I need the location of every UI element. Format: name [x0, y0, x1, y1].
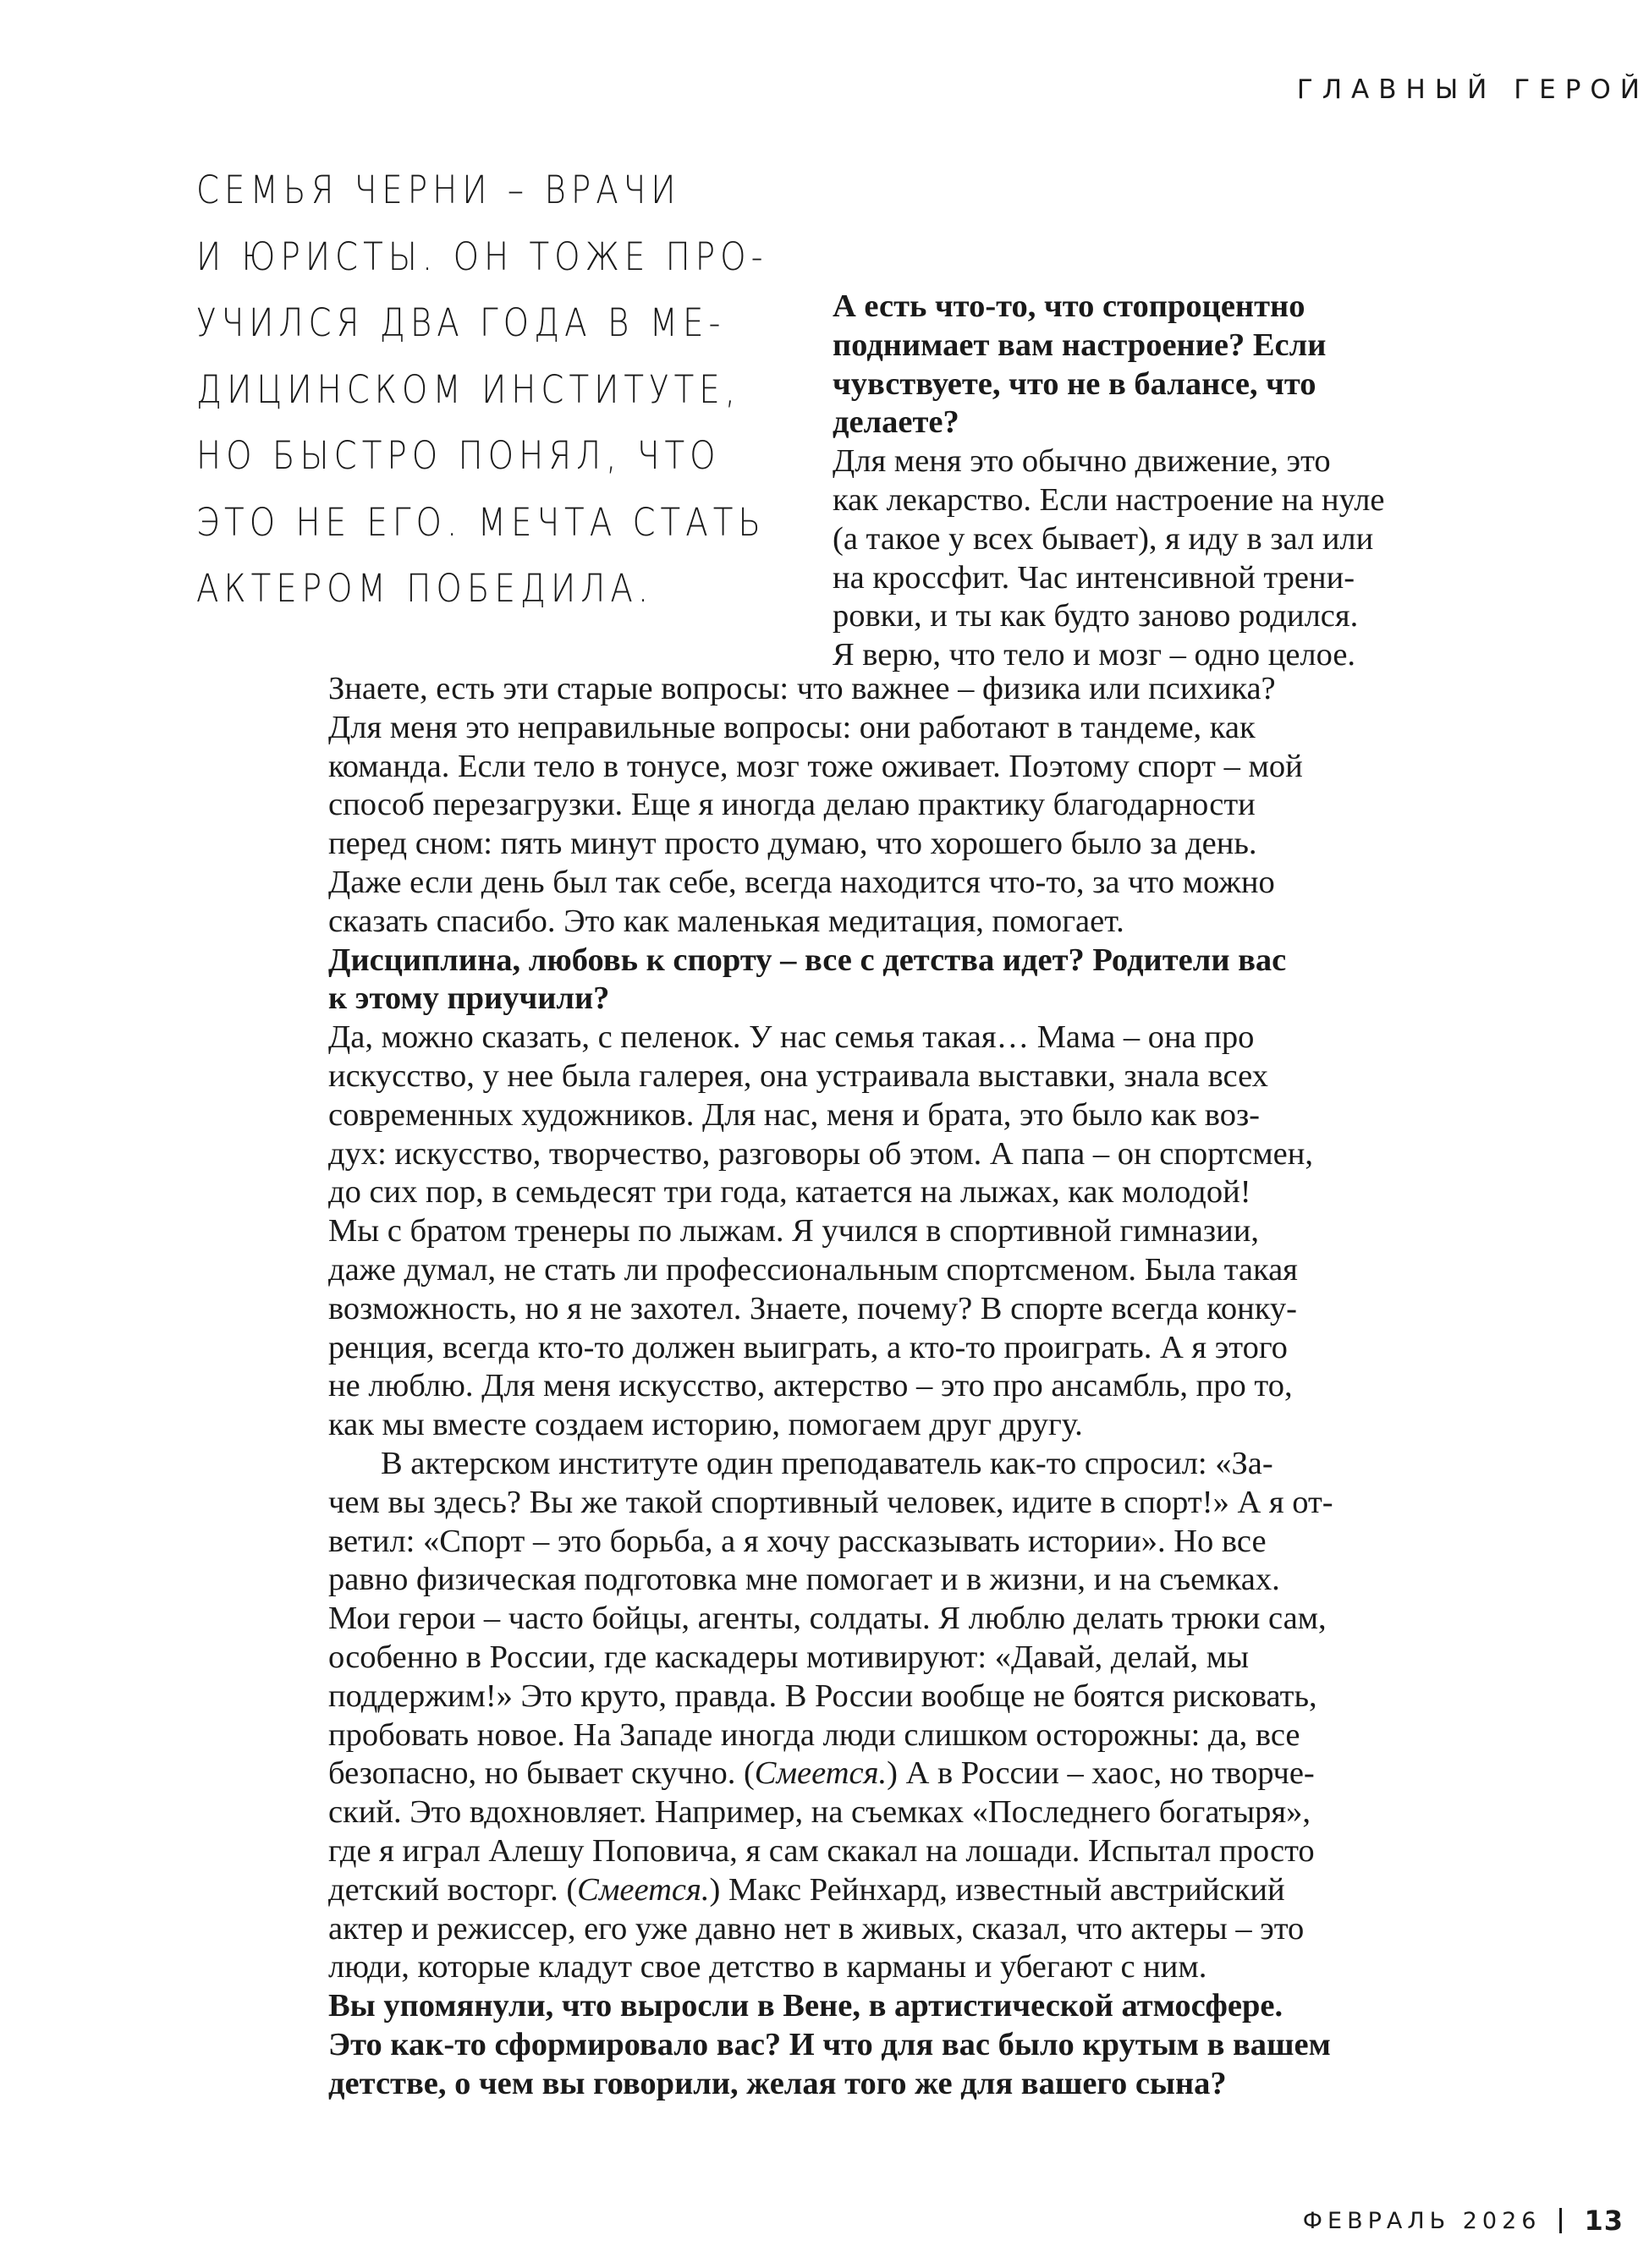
stage-direction: Смеется.	[577, 1871, 710, 1908]
answer-line: Знаете, есть эти старые вопросы: что важнее – физика или психика?	[328, 671, 1276, 706]
page-number: 13	[1584, 2205, 1624, 2237]
interview-question	[833, 288, 1509, 442]
text-run: ) А в России – хаос, но творче-	[887, 1755, 1315, 1792]
text-run: детский восторг. (	[328, 1871, 578, 1908]
answer-line: Да, можно сказать, с пеленок. У нас семья такая… Мама – она про	[328, 1019, 1255, 1056]
pull-quote-line: НО БЫСТРО ПОНЯЛ, ЧТО	[196, 433, 721, 478]
answer-line: возможность, но я не захотел. Знаете, почему? В спорте всегда конку-	[328, 1290, 1297, 1326]
text-run: ) Макс Рейнхард, известный австрийский	[709, 1871, 1285, 1908]
answer-line: Я верю, что тело и мозг – одно целое.	[833, 637, 1356, 673]
interview-answer	[833, 442, 1509, 675]
answer-line: дух: искусство, творчество, разговоры об этом. А папа – он спортсмен,	[328, 1135, 1313, 1172]
interview-question	[328, 942, 1496, 1019]
question-line: Вы упомянули, что выросли в Вене, в артистической атмосфере.	[328, 1988, 1283, 2024]
pull-quote-line: УЧИЛСЯ ДВА ГОДА В МЕ-	[196, 300, 726, 345]
answer-line: Для меня это обычно движение, это	[833, 443, 1331, 480]
interview-answer-paragraph	[328, 1445, 1496, 1987]
answer-line: команда. Если тело в тонусе, мозг тоже оживает. Поэтому спорт – мой	[328, 748, 1303, 784]
interview-answer	[328, 670, 1496, 942]
question-line: Это как-то сформировало вас? И что для вас было крутым в вашем	[328, 2026, 1331, 2062]
stage-direction: Смеется.	[754, 1755, 888, 1792]
answer-line: где я играл Алешу Поповича, я сам скакал на лошади. Испытал просто	[328, 1832, 1315, 1869]
pull-quote-line: ЭТО НЕ ЕГО. МЕЧТА СТАТЬ	[196, 499, 766, 545]
answer-line: равно физическая подготовка мне помогает и в жизни, и на съемках.	[328, 1562, 1280, 1598]
answer-line: (а такое у всех бывает), я иду в зал или	[833, 520, 1374, 557]
footer-divider	[1559, 2208, 1562, 2233]
answer-line: даже думал, не стать ли профессиональным спортсменом. Была такая	[328, 1251, 1298, 1288]
question-line: к этому приучили?	[328, 980, 610, 1017]
answer-line	[328, 1871, 1496, 1910]
main-column	[328, 670, 1496, 2103]
page-footer	[1303, 2205, 1624, 2237]
answer-line: как мы вместе создаем историю, помогаем друг другу.	[328, 1407, 1083, 1443]
answer-line: ский. Это вдохновляет. Например, на съемках «Последнего богатыря»,	[328, 1794, 1311, 1831]
pull-quote-line: АКТЕРОМ ПОБЕДИЛА.	[196, 566, 654, 611]
answer-line: ветил: «Спорт – это борьба, а я хочу рассказывать истории». Но все	[328, 1523, 1267, 1559]
right-column	[833, 288, 1509, 675]
answer-line: Мои герои – часто бойцы, агенты, солдаты. Я люблю делать трюки сам,	[328, 1601, 1327, 1637]
answer-line: чем вы здесь? Вы же такой спортивный человек, идите в спорт!» А я от-	[328, 1484, 1333, 1520]
interview-question	[328, 1987, 1496, 2103]
answer-line: сказать спасибо. Это как маленькая медитация, помогает.	[328, 903, 1124, 939]
question-line: А есть что-то, что стопроцентно	[833, 288, 1305, 324]
question-line: поднимает вам настроение? Если	[833, 327, 1327, 363]
answer-line: В актерском институте один преподаватель как-то спросил: «За-	[381, 1445, 1273, 1481]
answer-line: до сих пор, в семьдесят три года, катается на лыжах, как молодой!	[328, 1174, 1251, 1211]
answer-line	[328, 1755, 1496, 1793]
question-line: Дисциплина, любовь к спорту – все с детства идет? Родители вас	[328, 942, 1287, 978]
issue-date: ФЕВРАЛЬ 2026	[1302, 2207, 1542, 2234]
answer-line: способ перезагрузки. Еще я иногда делаю практику благодарности	[328, 787, 1256, 823]
answer-line: как лекарство. Если настроение на нуле	[833, 481, 1385, 518]
answer-line: люди, которые кладут свое детство в карманы и убегают с ним.	[328, 1949, 1207, 1985]
question-line: детстве, о чем вы говорили, желая того же для вашего сына?	[328, 2065, 1227, 2101]
answer-line: на кроссфит. Час интенсивной трени-	[833, 559, 1355, 596]
answer-line: искусство, у нее была галерея, она устраивала выставки, знала всех	[328, 1057, 1268, 1094]
answer-line: ровки, и ты как будто заново родился.	[833, 598, 1359, 634]
answer-line: не люблю. Для меня искусство, актерство – это про ансамбль, про то,	[328, 1368, 1293, 1404]
answer-line: Мы с братом тренеры по лыжам. Я учился в спортивной гимназии,	[328, 1213, 1259, 1249]
pull-quote	[196, 157, 789, 623]
pull-quote-line: И ЮРИСТЫ. ОН ТОЖЕ ПРО-	[196, 233, 768, 279]
pull-quote-line: ДИЦИНСКОМ ИНСТИТУТЕ,	[196, 366, 741, 412]
answer-line: ренция, всегда кто-то должен выиграть, а кто-то проиграть. А я этого	[328, 1329, 1288, 1365]
question-line: чувствуете, что не в балансе, что	[833, 365, 1316, 402]
section-label: ГЛАВНЫЙ ГЕРОЙ	[1296, 74, 1649, 105]
answer-line: перед сном: пять минут просто думаю, что хорошего было за день.	[328, 826, 1257, 862]
answer-line: Даже если день был так себе, всегда находится что-то, за что можно	[328, 864, 1275, 900]
answer-line: современных художников. Для нас, меня и брата, это было как воз-	[328, 1096, 1260, 1133]
answer-line: пробовать новое. На Западе иногда люди слишком осторожны: да, все	[328, 1716, 1300, 1753]
answer-line: Для меня это неправильные вопросы: они работают в тандеме, как	[328, 709, 1256, 745]
answer-line: особенно в России, где каскадеры мотивируют: «Давай, делай, мы	[328, 1639, 1249, 1675]
question-line: делаете?	[833, 404, 959, 441]
interview-answer	[328, 1019, 1496, 1445]
answer-line: актер и режиссер, его уже давно нет в живых, сказал, что актеры – это	[328, 1910, 1305, 1947]
text-run: безопасно, но бывает скучно. (	[328, 1755, 755, 1792]
answer-line: поддержим!» Это круто, правда. В России вообще не боятся рисковать,	[328, 1678, 1317, 1714]
pull-quote-line: СЕМЬЯ ЧЕРНИ – ВРАЧИ	[196, 167, 681, 212]
